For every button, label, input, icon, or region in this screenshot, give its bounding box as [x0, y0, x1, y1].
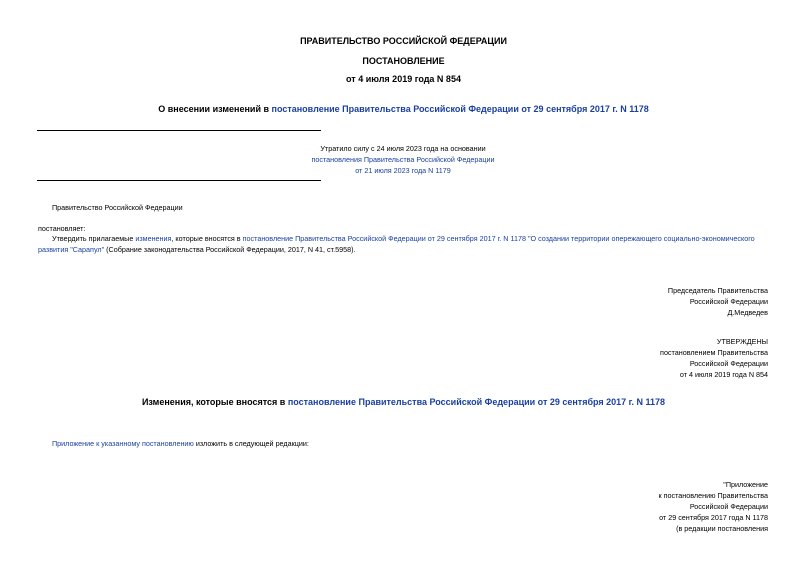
signature-line2: Российской Федерации: [689, 297, 768, 306]
approved-line2: постановлением Правительства: [660, 348, 768, 357]
appendix-paragraph: [52, 439, 309, 448]
appendix-link[interactable]: Приложение к указанному постановлению: [52, 439, 194, 448]
appendix-line2: к постановлению Правительства: [658, 491, 768, 500]
appendix-line1: "Приложение: [723, 480, 768, 489]
appendix-line4: от 29 сентября 2017 года N 1178: [659, 513, 768, 522]
changes-title-prefix: Изменения, которые вносятся в: [141, 397, 288, 407]
changes-title: [0, 397, 807, 407]
approved-line1: УТВЕРЖДЕНЫ: [716, 337, 768, 346]
p1-link-changes[interactable]: изменения: [135, 234, 172, 243]
p1-link-decree[interactable]: постановление Правительства Российской Федерации от 29 сентября 2017 г. N 1178 "О создании территории опережающего социально-экономического: [242, 234, 755, 243]
government-heading: ПРАВИТЕЛЬСТВО РОССИЙСКОЙ ФЕДЕРАЦИИ: [300, 36, 507, 46]
signature-line1: Председатель Правительства: [667, 286, 768, 295]
signature-block: [668, 285, 768, 318]
changes-title-link[interactable]: постановление Правительства Российской Федерации от 29 сентября 2017 г. N 1178: [287, 397, 666, 407]
notice-link-decree[interactable]: постановления Правительства Российской Федерации: [311, 155, 495, 164]
title-link[interactable]: постановление Правительства Российской Федерации от 29 сентября 2017 г. N 1178: [271, 104, 649, 114]
appendix-line5: (в редакции постановления: [676, 524, 768, 533]
approved-block: [660, 336, 768, 380]
decides-label: постановляет:: [38, 224, 86, 233]
p2-text: (Собрание законодательства Российской Федерации, 2017, N 41, ст.5958).: [104, 245, 356, 254]
document-date: от 4 июля 2019 года N 854: [346, 74, 461, 84]
title-prefix: О внесении изменений в: [158, 104, 272, 114]
document-title: [0, 104, 807, 114]
approved-line3: Российской Федерации: [689, 359, 768, 368]
document-type: ПОСТАНОВЛЕНИЕ: [362, 56, 445, 66]
approved-line4: от 4 июля 2019 года N 854: [679, 370, 768, 379]
p1-text-a: Утвердить прилагаемые: [52, 234, 136, 243]
body-paragraph-line1: [52, 234, 755, 243]
appendix-line3: Российской Федерации: [689, 502, 768, 511]
body-paragraph-line2: [38, 245, 355, 254]
notice-top-rule: [37, 130, 321, 131]
p2-link-sarapul[interactable]: развития "Сарапул": [38, 245, 105, 254]
notice-text: Утратило силу с 24 июля 2023 года на основании: [320, 144, 486, 153]
government-subject: Правительство Российской Федерации: [52, 203, 183, 212]
signature-name: Д.Медведев: [727, 308, 768, 317]
notice-bottom-rule: [37, 180, 321, 181]
notice-link-date[interactable]: от 21 июля 2023 года N 1179: [355, 166, 451, 175]
appendix-header: [658, 479, 768, 534]
validity-notice: [230, 143, 576, 176]
p1-text-b: , которые вносятся в: [171, 234, 243, 243]
appendix-paragraph-text: изложить в следующей редакции:: [193, 439, 309, 448]
